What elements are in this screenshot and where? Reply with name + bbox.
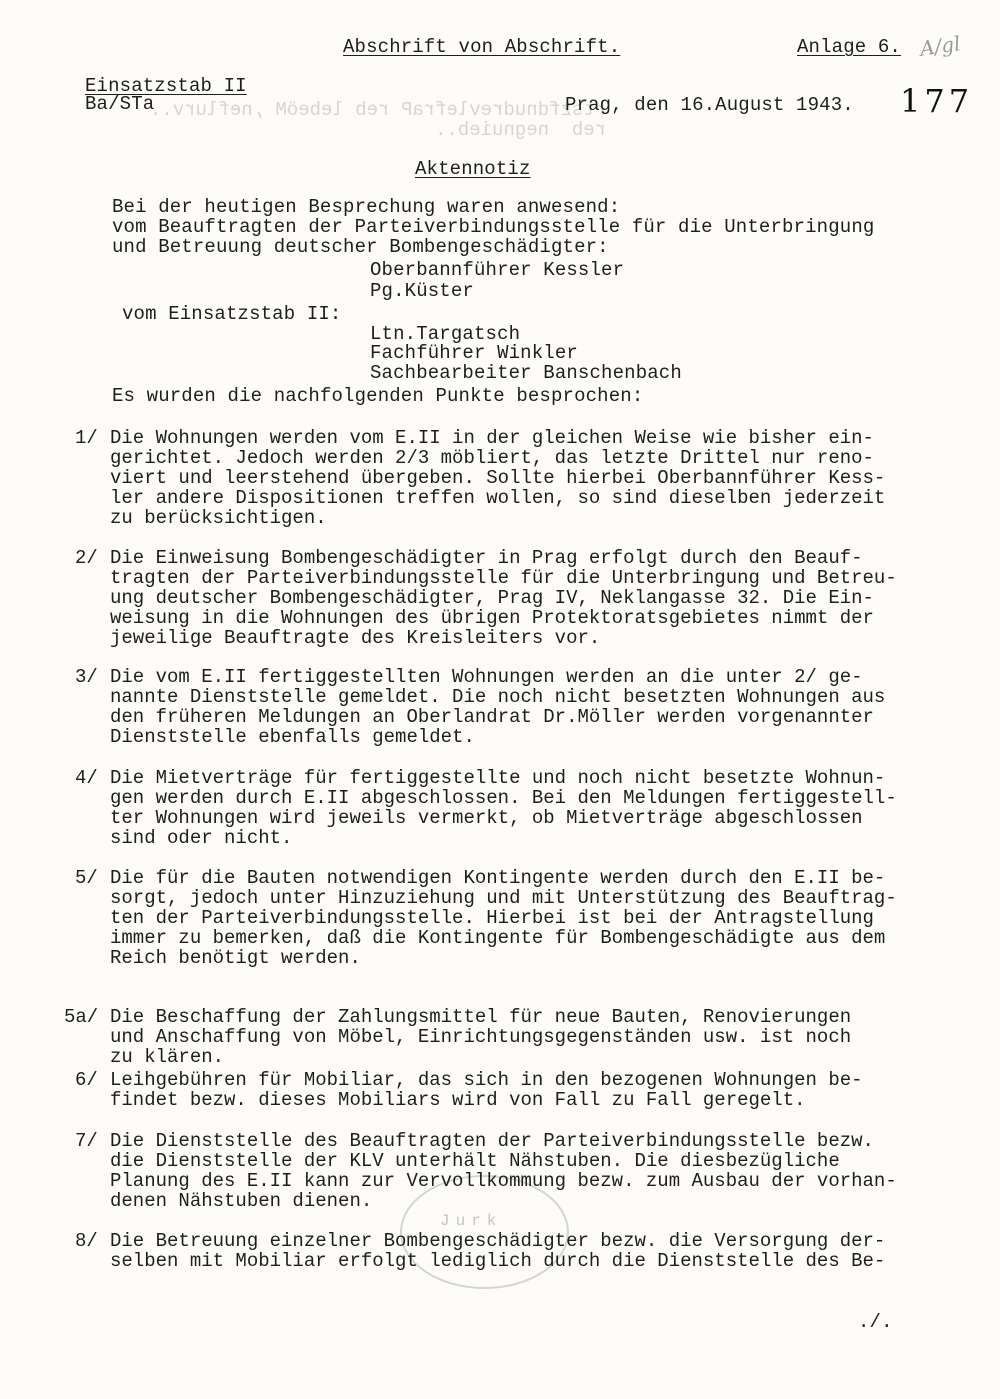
- intro-line-3: und Betreuung deutscher Bombengeschädigter:: [112, 236, 609, 258]
- item-text: Die Wohnungen werden vom E.II in der gleichen Weise wie bisher ein- gerichtet. Jedoch werden 2/3 möbliert, das letzte Drittel nur reno- viert und leerstehend übergeben. Sollte hierbei Oberbannführer Kess- ler andere Dispositionen treffen wollen, so sind dieselben jederzeit zu berücksichtigen.: [110, 427, 886, 529]
- intro-line-5: Es wurden die nachfolgenden Punkte besprochen:: [112, 385, 644, 407]
- intro-line-4: vom Einsatzstab II:: [122, 303, 342, 325]
- continuation-mark: ./.: [858, 1311, 893, 1333]
- item-text: Die Betreuung einzelner Bombengeschädigter bezw. die Versorgung der- selben mit Mobiliar erfolgt lediglich durch die Dienststelle des Be-: [110, 1230, 886, 1272]
- reference-code: Ba/STa: [85, 93, 155, 115]
- item-number: 4/: [75, 767, 98, 789]
- attendee-kuester: Pg.Küster: [370, 280, 474, 302]
- document-title: Aktennotiz: [415, 158, 531, 180]
- item-number: 6/: [75, 1069, 98, 1091]
- stamp-text: Jurk: [440, 1212, 503, 1230]
- item-number: 8/: [75, 1230, 98, 1252]
- item-number: 7/: [75, 1130, 98, 1152]
- attendee-kessler: Oberbannführer Kessler: [370, 259, 625, 281]
- reverse-side-bleed-through: rtszfdnudrevlefraP reb lebeöM ,neflurv.. reb negnuieb..: [150, 99, 607, 141]
- place-date: Prag, den 16.August 1943.: [565, 94, 854, 116]
- item-number: 3/: [75, 666, 98, 688]
- attendee-winkler: Fachführer Winkler: [370, 342, 578, 364]
- item-text: Die Beschaffung der Zahlungsmittel für neue Bauten, Renovierungen und Anschaffung von Möbel, Einrichtungsgegenständen usw. ist noch zu klären.: [110, 1006, 852, 1068]
- pencil-annotation: A/gl: [918, 31, 962, 61]
- copy-note: Abschrift von Abschrift.: [343, 36, 621, 58]
- attendee-targatsch: Ltn.Targatsch: [370, 323, 521, 345]
- item-text: Die für die Bauten notwendigen Kontingente werden durch den E.II be- sorgt, jedoch unter Hinzuziehung und mit Unterstützung des Beauftrag- ten der Parteiverbindungsstelle. Hierbei ist bei der Antragstellung immer zu bemerken, daß die Kontingente für Bombengeschädigte aus dem Reich benötigt werden.: [110, 867, 897, 969]
- attachment-label: Anlage 6.: [797, 36, 901, 58]
- item-number: 1/: [75, 427, 98, 449]
- item-number: 5a/: [64, 1006, 99, 1028]
- item-number: 5/: [75, 867, 98, 889]
- folio-number: 177: [900, 82, 974, 120]
- item-text: Die Mietverträge für fertiggestellte und noch nicht besetzte Wohnun- gen werden durch E.II abgeschlossen. Bei den Meldungen fertiggestell- ter Wohnungen wird jeweils vermerkt, ob Mietverträge abgeschlossen sind oder nicht.: [110, 767, 897, 849]
- item-text: Die vom E.II fertiggestellten Wohnungen werden an die unter 2/ ge- nannte Dienststelle gemeldet. Die noch nicht besetzten Wohnungen aus den früheren Meldungen an Oberlandrat Dr.Möller werden vorgenannter Dienststelle ebenfalls gemeldet.: [110, 666, 886, 748]
- item-text: Die Einweisung Bombengeschädigter in Prag erfolgt durch den Beauf- tragten der Parteiverbindungsstelle für die Unterbringung und Betreu- ung deutscher Bombengeschädigter, Prag IV, Neklangasse 32. Die Ein- weisung in die Wohnungen des übrigen Protektoratsgebietes nimmt der jeweilige Beauftragte des Kreisleiters vor.: [110, 547, 897, 649]
- item-number: 2/: [75, 547, 98, 569]
- item-text: Die Dienststelle des Beauftragten der Parteiverbindungsstelle bezw. die Dienststelle der KLV unterhält Nähstuben. Die diesbezügliche Planung des E.II kann zur Vervollkommung bezw. zum Ausbau der vorhan- denen Nähstuben dienen.: [110, 1130, 897, 1212]
- item-text: Leihgebühren für Mobiliar, das sich in den bezogenen Wohnungen be- findet bezw. dieses Mobiliars wird von Fall zu Fall geregelt.: [110, 1069, 863, 1111]
- office-name: Einsatzstab II: [85, 75, 247, 97]
- intro-line-2: vom Beauftragten der Parteiverbindungsstelle für die Unterbringung: [112, 216, 875, 238]
- intro-line-1: Bei der heutigen Besprechung waren anwesend:: [112, 196, 621, 218]
- attendee-banschenbach: Sachbearbeiter Banschenbach: [370, 362, 682, 384]
